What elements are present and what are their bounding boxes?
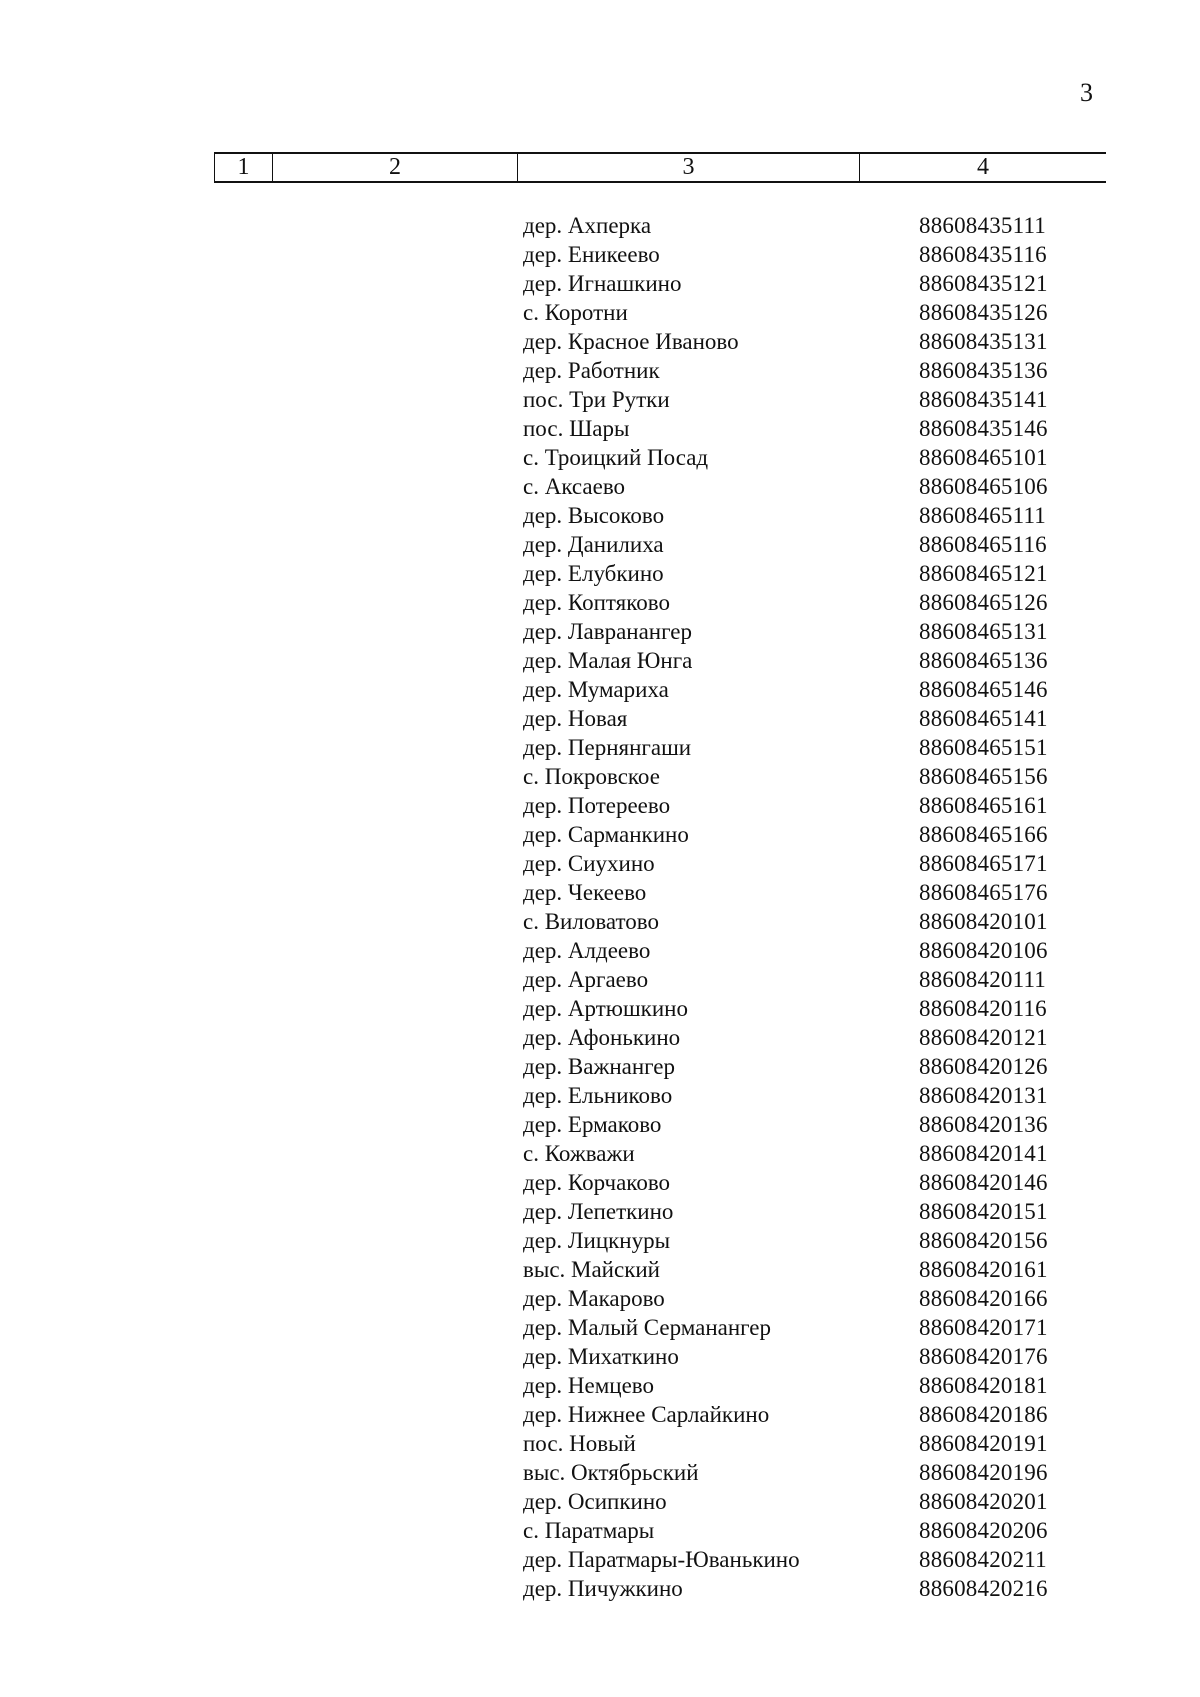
oktmo-code: 88608435141 bbox=[919, 387, 1048, 412]
oktmo-code: 88608465111 bbox=[919, 503, 1046, 528]
table-row bbox=[523, 646, 1083, 675]
settlement-name: с. Аксаево bbox=[523, 474, 626, 499]
oktmo-code: 88608435131 bbox=[919, 329, 1048, 354]
settlement-name: дер. Лицкнуры bbox=[523, 1228, 671, 1253]
settlement-name: с. Паратмары bbox=[523, 1518, 655, 1543]
settlement-name: дер. Афонькино bbox=[523, 1025, 681, 1050]
table-row bbox=[523, 1139, 1083, 1168]
oktmo-code: 88608465136 bbox=[919, 648, 1048, 673]
oktmo-code: 88608420211 bbox=[919, 1547, 1047, 1572]
settlement-list bbox=[523, 211, 1083, 1603]
table-row bbox=[523, 1284, 1083, 1313]
table-row bbox=[523, 1110, 1083, 1139]
settlement-name: дер. Паратмары-Юванькино bbox=[523, 1547, 800, 1572]
oktmo-code: 88608465161 bbox=[919, 793, 1048, 818]
settlement-name: дер. Малый Серманангер bbox=[523, 1315, 772, 1340]
settlement-name: дер. Нижнее Сарлайкино bbox=[523, 1402, 770, 1427]
page-number: 3 bbox=[1080, 78, 1093, 107]
table-row bbox=[523, 298, 1083, 327]
table-row bbox=[523, 385, 1083, 414]
oktmo-code: 88608465176 bbox=[919, 880, 1048, 905]
table-row bbox=[523, 936, 1083, 965]
table-row bbox=[523, 356, 1083, 385]
oktmo-code: 88608420101 bbox=[919, 909, 1048, 934]
table-row bbox=[523, 211, 1083, 240]
settlement-name: дер. Сиухино bbox=[523, 851, 655, 876]
header-column-3: 3 bbox=[518, 154, 860, 181]
oktmo-code: 88608435116 bbox=[919, 242, 1047, 267]
oktmo-code: 88608465106 bbox=[919, 474, 1048, 499]
settlement-name: выс. Майский bbox=[523, 1257, 660, 1282]
settlement-name: дер. Коптяково bbox=[523, 590, 670, 615]
settlement-name: дер. Еникеево bbox=[523, 242, 660, 267]
table-row bbox=[523, 1255, 1083, 1284]
oktmo-code: 88608465146 bbox=[919, 677, 1048, 702]
settlement-name: дер. Ахперка bbox=[523, 213, 652, 238]
table-row bbox=[523, 820, 1083, 849]
oktmo-code: 88608420141 bbox=[919, 1141, 1048, 1166]
table-row bbox=[523, 1023, 1083, 1052]
settlement-name: дер. Елубкино bbox=[523, 561, 664, 586]
table-row bbox=[523, 1458, 1083, 1487]
table-row bbox=[523, 1313, 1083, 1342]
table-row bbox=[523, 733, 1083, 762]
header-column-1: 1 bbox=[214, 154, 273, 181]
table-header bbox=[214, 152, 1106, 183]
table-row bbox=[523, 327, 1083, 356]
oktmo-code: 88608435126 bbox=[919, 300, 1048, 325]
table-row bbox=[523, 240, 1083, 269]
oktmo-code: 88608465131 bbox=[919, 619, 1048, 644]
table-row bbox=[523, 965, 1083, 994]
settlement-name: дер. Лавранангер bbox=[523, 619, 692, 644]
settlement-name: дер. Немцево bbox=[523, 1373, 655, 1398]
oktmo-code: 88608420171 bbox=[919, 1315, 1048, 1340]
settlement-name: дер. Ельниково bbox=[523, 1083, 673, 1108]
oktmo-code: 88608420151 bbox=[919, 1199, 1048, 1224]
header-column-4: 4 bbox=[977, 154, 989, 180]
header-column-2: 2 bbox=[273, 154, 518, 181]
table-row bbox=[523, 1226, 1083, 1255]
settlement-name: с. Кожважи bbox=[523, 1141, 635, 1166]
table-row bbox=[523, 704, 1083, 733]
table-row bbox=[523, 994, 1083, 1023]
settlement-name: дер. Алдеево bbox=[523, 938, 651, 963]
oktmo-code: 88608465121 bbox=[919, 561, 1048, 586]
oktmo-code: 88608435111 bbox=[919, 213, 1046, 238]
settlement-name: пос. Новый bbox=[523, 1431, 636, 1456]
settlement-name: дер. Ермаково bbox=[523, 1112, 662, 1137]
settlement-name: дер. Михаткино bbox=[523, 1344, 679, 1369]
settlement-name: с. Виловатово bbox=[523, 909, 659, 934]
table-row bbox=[523, 849, 1083, 878]
table-row bbox=[523, 1574, 1083, 1603]
settlement-name: дер. Пичужкино bbox=[523, 1576, 683, 1601]
table-row bbox=[523, 1342, 1083, 1371]
table-row bbox=[523, 791, 1083, 820]
oktmo-code: 88608420166 bbox=[919, 1286, 1048, 1311]
settlement-name: дер. Макарово bbox=[523, 1286, 665, 1311]
settlement-name: дер. Высоково bbox=[523, 503, 665, 528]
oktmo-code: 88608420206 bbox=[919, 1518, 1048, 1543]
settlement-name: дер. Данилиха bbox=[523, 532, 664, 557]
table-row bbox=[523, 559, 1083, 588]
table-row bbox=[523, 414, 1083, 443]
oktmo-code: 88608465171 bbox=[919, 851, 1048, 876]
settlement-name: с. Троицкий Посад bbox=[523, 445, 709, 470]
settlement-name: дер. Пернянгаши bbox=[523, 735, 692, 760]
oktmo-code: 88608465141 bbox=[919, 706, 1048, 731]
oktmo-code: 88608420126 bbox=[919, 1054, 1048, 1079]
settlement-name: дер. Чекеево bbox=[523, 880, 647, 905]
table-row bbox=[523, 1052, 1083, 1081]
table-row bbox=[523, 472, 1083, 501]
oktmo-code: 88608465101 bbox=[919, 445, 1048, 470]
oktmo-code: 88608420191 bbox=[919, 1431, 1048, 1456]
oktmo-code: 88608420181 bbox=[919, 1373, 1048, 1398]
oktmo-code: 88608465156 bbox=[919, 764, 1048, 789]
oktmo-code: 88608435121 bbox=[919, 271, 1048, 296]
settlement-name: дер. Игнашкино bbox=[523, 271, 682, 296]
oktmo-code: 88608420196 bbox=[919, 1460, 1048, 1485]
settlement-name: дер. Осипкино bbox=[523, 1489, 667, 1514]
table-row bbox=[523, 878, 1083, 907]
settlement-name: дер. Новая bbox=[523, 706, 628, 731]
oktmo-code: 88608420116 bbox=[919, 996, 1047, 1021]
oktmo-code: 88608420111 bbox=[919, 967, 1046, 992]
oktmo-code: 88608435146 bbox=[919, 416, 1048, 441]
settlement-name: дер. Потереево bbox=[523, 793, 671, 818]
settlement-name: дер. Красное Иваново bbox=[523, 329, 739, 354]
table-row bbox=[523, 1400, 1083, 1429]
settlement-name: дер. Корчаково bbox=[523, 1170, 671, 1195]
settlement-name: дер. Мумариха bbox=[523, 677, 669, 702]
oktmo-code: 88608420216 bbox=[919, 1576, 1048, 1601]
oktmo-code: 88608465116 bbox=[919, 532, 1047, 557]
table-row bbox=[523, 617, 1083, 646]
settlement-name: дер. Важнангер bbox=[523, 1054, 676, 1079]
table-row bbox=[523, 1197, 1083, 1226]
settlement-name: выс. Октябрьский bbox=[523, 1460, 699, 1485]
oktmo-code: 88608420201 bbox=[919, 1489, 1048, 1514]
oktmo-code: 88608420186 bbox=[919, 1402, 1048, 1427]
table-row bbox=[523, 675, 1083, 704]
settlement-name: с. Коротни bbox=[523, 300, 628, 325]
table-row bbox=[523, 907, 1083, 936]
settlement-name: пос. Три Рутки bbox=[523, 387, 670, 412]
settlement-name: дер. Работник bbox=[523, 358, 660, 383]
table-row bbox=[523, 269, 1083, 298]
settlement-name: дер. Артюшкино bbox=[523, 996, 688, 1021]
table-row bbox=[523, 762, 1083, 791]
oktmo-code: 88608420121 bbox=[919, 1025, 1048, 1050]
table-row bbox=[523, 1168, 1083, 1197]
oktmo-code: 88608420106 bbox=[919, 938, 1048, 963]
table-row bbox=[523, 501, 1083, 530]
table-row bbox=[523, 1545, 1083, 1574]
settlement-name: дер. Лепеткино bbox=[523, 1199, 674, 1224]
table-row bbox=[523, 443, 1083, 472]
settlement-name: с. Покровское bbox=[523, 764, 660, 789]
oktmo-code: 88608465166 bbox=[919, 822, 1048, 847]
oktmo-code: 88608465126 bbox=[919, 590, 1048, 615]
table-row bbox=[523, 1487, 1083, 1516]
table-row bbox=[523, 588, 1083, 617]
settlement-name: пос. Шары bbox=[523, 416, 630, 441]
oktmo-code: 88608435136 bbox=[919, 358, 1048, 383]
table-row bbox=[523, 530, 1083, 559]
settlement-name: дер. Сарманкино bbox=[523, 822, 689, 847]
table-row bbox=[523, 1516, 1083, 1545]
oktmo-code: 88608465151 bbox=[919, 735, 1048, 760]
oktmo-code: 88608420146 bbox=[919, 1170, 1048, 1195]
oktmo-code: 88608420156 bbox=[919, 1228, 1048, 1253]
oktmo-code: 88608420136 bbox=[919, 1112, 1048, 1137]
settlement-name: дер. Малая Юнга bbox=[523, 648, 693, 673]
oktmo-code: 88608420161 bbox=[919, 1257, 1048, 1282]
table-row bbox=[523, 1429, 1083, 1458]
settlement-name: дер. Аргаево bbox=[523, 967, 649, 992]
oktmo-code: 88608420131 bbox=[919, 1083, 1048, 1108]
table-row bbox=[523, 1081, 1083, 1110]
table-row bbox=[523, 1371, 1083, 1400]
oktmo-code: 88608420176 bbox=[919, 1344, 1048, 1369]
